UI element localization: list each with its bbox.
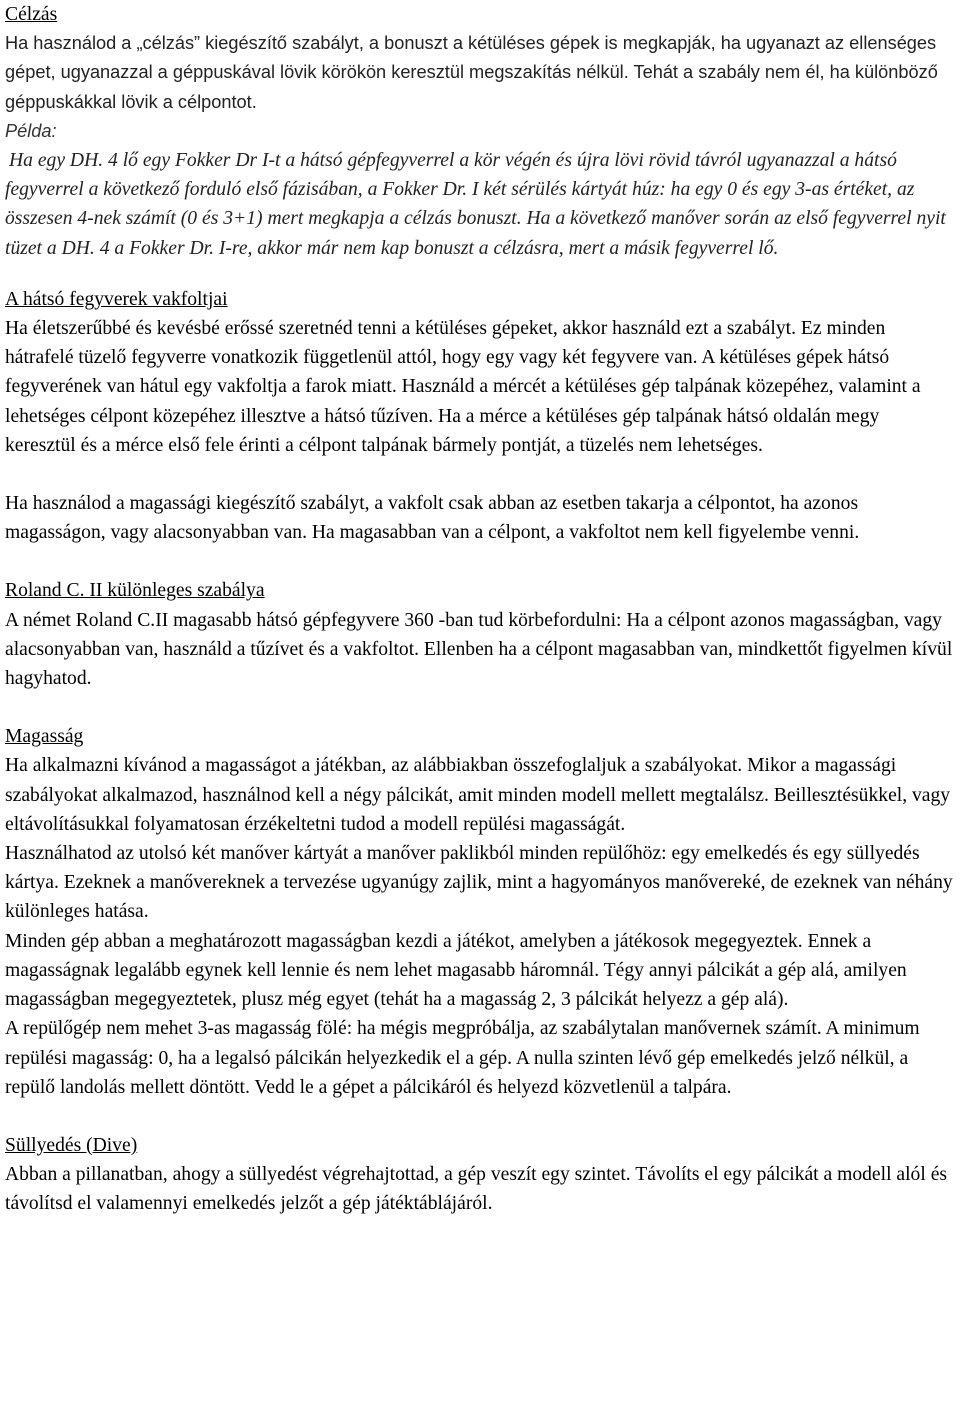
section-heading-sullyedes: Süllyedés (Dive) [5,1134,138,1156]
spacer [5,460,954,489]
spacer [5,547,954,576]
section-heading-roland: Roland C. II különleges szabálya [5,580,265,602]
celzas-intro-paragraph: Ha használod a „célzás” kiegészítő szabályt, a bonuszt a kétüléses gépek is megkapják, ha ugyanazt az ellenséges gépet, ugyanazzal a géppuskával lövik körökön keresztül megszakítás nélkül. Tehát a szabály nem él, ha különböző géppuskákkal lövik a célpontot. [5,33,938,112]
spacer [5,1102,954,1131]
magassag-paragraph-4: A repülőgép nem mehet 3-as magasság fölé: ha mégis megpróbálja, az szabálytalan manővernek számít. A minimum repülési magasság: 0, ha a legalsó pálcikán helyezkedik el a gép. A nulla szinten lévő gép emelkedés jelző nélkül, a repülő landolás mellett döntött. Vedd le a gépet a pálcikáról és helyezd közvetlenül a talpára. [5,1018,920,1098]
spacer [5,263,954,285]
example-paragraph: Ha egy DH. 4 lő egy Fokker Dr I-t a hátsó gépfegyverrel a kör végén és újra lövi rövid távról ugyanazzal a hátsó fegyverrel a következő forduló első fázisában, a Fokker Dr. I két sérülés kártyát húz: ha egy 0 és egy 3-as értéket, az összesen 4-nek számít (0 és 3+1) mert megkapja a célzás bonuszt. Ha a következő manőver során az első fegyverrel nyit tüzet a DH. 4 a Fokker Dr. I-re, akkor már nem kap bonuszt a célzásra, mert a másik fegyverrel lő. [5,150,946,259]
hatso-paragraph-1: Ha életszerűbbé és kevésbé erőssé szeretnéd tenni a kétüléses gépeket, akkor használd ezt a szabályt. Ez minden hátrafelé tüzelő fegyverre vonatkozik függetlenül attól, hogy egy vagy két fegyvere van. A kétüléses gépek hátsó fegyverének van hátul egy vakfoltja a farok miatt. Használd a mércét a kétüléses gép talpának közepéhez, valamint a lehetséges célpont közepéhez illesztve a hátsó tűzíven. Ha a mérce a kétüléses gép talpának hátsó oldalán megy keresztül és a mérce első fele érinti a célpont talpának bármely pontját, a tüzelés nem lehetséges. [5,318,921,456]
magassag-paragraph-2: Használhatod az utolsó két manőver kártyát a manőver paklikból minden repülőhöz: egy emelkedés és egy süllyedés kártya. Ezeknek a manővereknek a tervezése ugyanúgy zajlik, mint a hagyományos manővereké, de ezeknek van néhány különleges hatása. [5,843,953,923]
magassag-paragraph-3: Minden gép abban a meghatározott magasságban kezdi a játékot, amelyben a játékosok megegyeztek. Ennek a magasságnak legalább egynek kell lennie és nem lehet magasabb háromnál. Tégy annyi pálcikát a gép alá, amilyen magasságban megegyeztetek, plusz még egyet (tehát ha a magasság 2, 3 pálcikát helyezz a gép alá). [5,930,907,1011]
example-label: Példa: [5,120,57,141]
section-heading-hatso-vakfolt: A hátsó fegyverek vakfoltjai [5,288,228,310]
sullyedes-paragraph: Abban a pillanatban, ahogy a süllyedést végrehajtottad, a gép veszít egy szintet. Távolíts el egy pálcikát a modell alól és távolítsd el valamennyi emelkedés jelzőt a gép játéktáblájáról. [5,1164,948,1215]
section-heading-celzas: Célzás [5,4,58,25]
section-heading-magassag: Magasság [5,726,84,748]
roland-paragraph: A német Roland C.II magasabb hátsó gépfegyvere 360 -ban tud körbefordulni: Ha a célpont azonos magasságban, vagy alacsonyabban van, használd a tűzívet és a vakfoltot. Ellenben ha a célpont magasabban van, mindkettőt figyelmen kívül hagyhatod. [5,609,953,690]
magassag-paragraph-1: Ha alkalmazni kívánod a magasságot a játékban, az alábbiakban összefoglaljuk a szabályokat. Mikor a magassági szabályokat alkalmazod, használnod kell a négy pálcikát, amit minden modell mellett megtalálsz. Beillesztésükkel, vagy eltávolításukkal folyamatosan érzékeltetni tudod a modell repülési magasságát. [5,755,951,835]
hatso-paragraph-2: Ha használod a magassági kiegészítő szabályt, a vakfolt csak abban az esetben takarja a célpontot, ha azonos magasságon, vagy alacsonyabban van. Ha magasabban van a célpont, a vakfoltot nem kell figyelembe venni. [5,493,860,544]
spacer [5,693,954,722]
